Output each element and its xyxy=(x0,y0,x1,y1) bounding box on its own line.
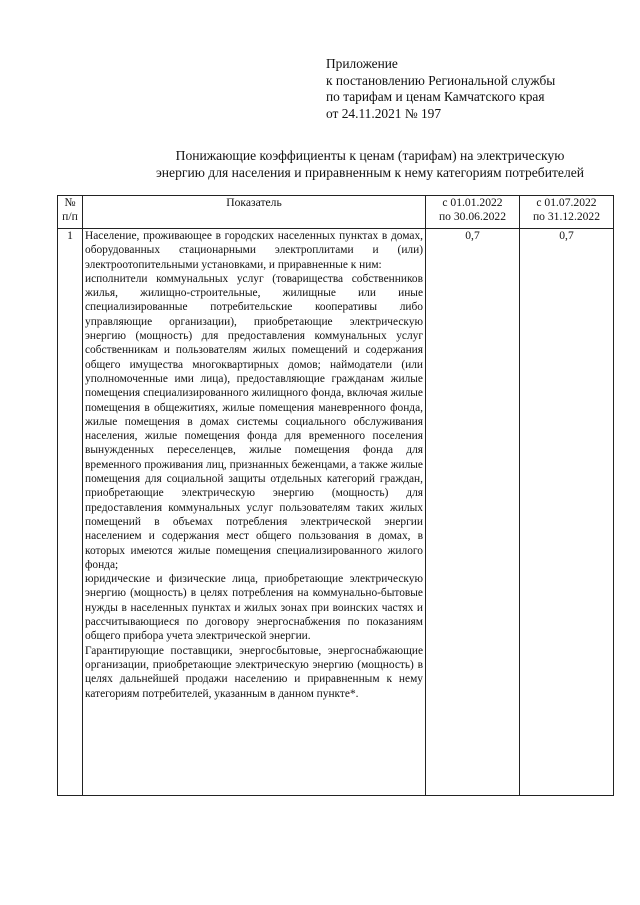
title-line: Понижающие коэффициенты к ценам (тарифам) на электрическую xyxy=(175,148,565,163)
header-period-1-line2: по 30.06.2022 xyxy=(438,210,507,223)
indicator-paragraph: юридические и физические лица, приобретающие электрическую энергию (мощность) в целях потребления на коммунально-бытовые нужды в населенных пунктах и жилых зонах при воинских частях и рассчитывающиеся по договору энергоснабжения по показаниям общего прибора учета электрической энергии. xyxy=(85,573,423,643)
appendix-line: Приложение xyxy=(326,56,398,71)
header-period-2-line2: по 31.12.2022 xyxy=(532,210,601,223)
header-indicator: Показатель xyxy=(83,196,426,229)
appendix-line: по тарифам и ценам Камчатского края xyxy=(326,89,545,104)
indicator-paragraph: исполнители коммунальных услуг (товарищества собственников жилья, жилищно-строительные, жилищные или иные специализированные потребительские кооперативы либо управляющие организации), приобретающие электрическую энергию (мощность) для предоставления коммунальных услуг собственникам и пользователям жилых помещений и содержания общего имущества многоквартирных домов; наймодатели (или уполномоченные ими лица), предоставляющие гражданам жилые помещения специализированного жилищного фонда, включая жилые помещения в общежитиях, жилые помещения маневренного фонда, жилые помещения в домах системы социального обслуживания населения, жилые помещения фонда для временного поселения вынужденных переселенцев, жилые помещения фонда для временного проживания лиц, признанных беженцами, а также жилые помещения для социальной защиты отдельных категорий граждан, приобретающие электрическую энергию (мощность) для предоставления коммунальных услуг пользователям таких жилых помещений в объемах потребления электрической энергии населением и содержания мест общего пользования в домах, в которых имеются жилые помещения специализированного жилого фонда; xyxy=(85,272,423,571)
appendix-header xyxy=(326,56,555,122)
table-header-row xyxy=(58,196,614,229)
indicator-paragraph: Гарантирующие поставщики, энергосбытовые, энергоснабжающие организации, приобретающие электрическую энергию (мощность) в целях дальнейшей продажи населению и приравненным к нему категориям потребителей, указанным в данном пункте*. xyxy=(85,644,423,700)
document-title xyxy=(40,147,640,181)
header-period-1 xyxy=(426,196,520,229)
indicator-paragraph: Население, проживающее в городских населенных пунктах в домах, оборудованных стационарными электроплитами и (или) электроотопительными установками, и приравненные к ним: xyxy=(85,230,423,271)
header-period-2-line1: с 01.07.2022 xyxy=(536,196,597,209)
appendix-line: от 24.11.2021 № 197 xyxy=(326,105,442,121)
appendix-line: к постановлению Региональной службы xyxy=(326,72,556,88)
title-line: энергию для населения и приравненным к нему категориям потребителей xyxy=(155,165,585,180)
row-indicator xyxy=(83,229,426,796)
table-row xyxy=(58,229,614,796)
coefficients-table xyxy=(57,195,614,796)
header-number-line2: п/п xyxy=(62,209,78,223)
row-value-period-1: 0,7 xyxy=(426,229,520,796)
header-period-1-line1: с 01.01.2022 xyxy=(442,196,503,209)
header-number xyxy=(58,196,83,229)
row-value-period-2: 0,7 xyxy=(520,229,614,796)
header-period-2 xyxy=(520,196,614,229)
row-number: 1 xyxy=(58,229,83,796)
header-number-line1: № xyxy=(64,196,76,209)
